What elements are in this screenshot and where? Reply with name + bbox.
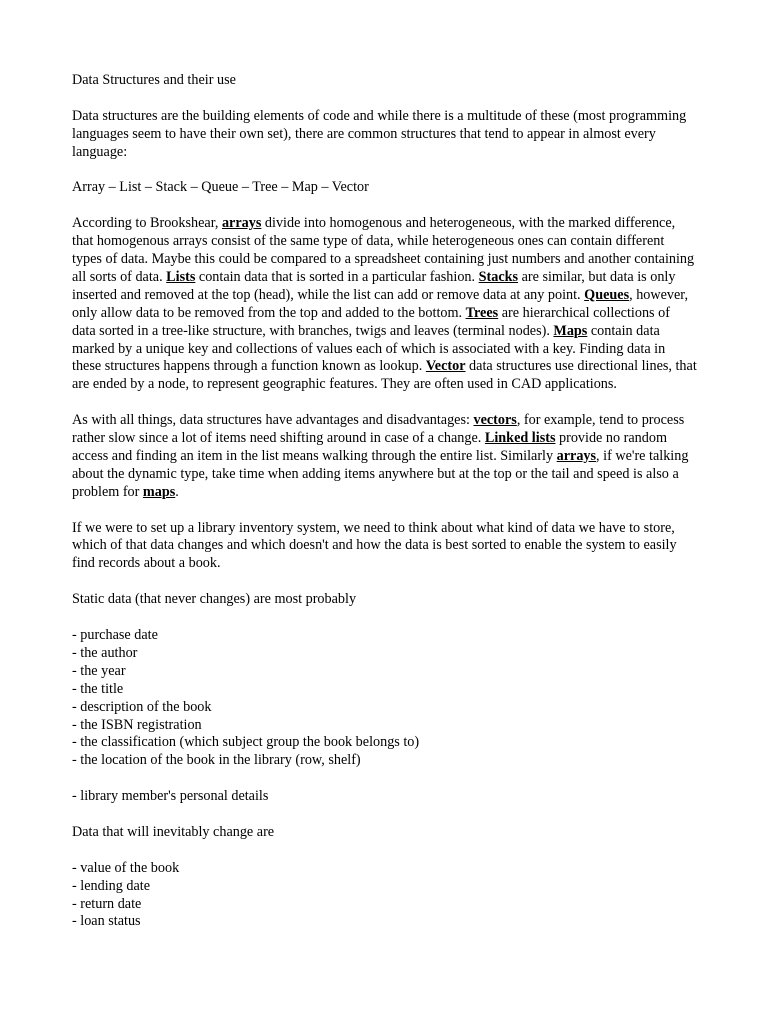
keyword-lists: Lists	[166, 268, 196, 285]
list-item: - purchase date	[72, 626, 158, 643]
text-run: , for example, tend to process rather slow since a lot of items need shifting around in case of a change.	[72, 412, 685, 447]
text-run: contain data marked by a unique key and collections of values each of which is associated with a key. Finding data in these structures happens through a function known as lookup.	[72, 322, 666, 375]
intro-paragraph: Data structures are the building elements of code and while there is a multitude of these (most programming languages seem to have their own set), there are common structures that tend to appear in almost every language:	[72, 107, 687, 160]
list-item: - return date	[72, 895, 142, 912]
text-run: , however, only allow data to be removed from the top and added to the bottom.	[72, 286, 689, 321]
keyword-stacks: Stacks	[478, 268, 519, 285]
keyword-vector: Vector	[425, 358, 466, 375]
keyword-arrays: arrays	[556, 447, 597, 464]
library-paragraph: If we were to set up a library inventory system, we need to think about what kind of data we have to store, which of that data changes and which doesn't and how the data is best sorted to enable the system to easily find records about a book.	[72, 519, 677, 572]
keyword-linked-lists: Linked lists	[484, 430, 556, 447]
member-details-item: - library member's personal details	[72, 788, 269, 805]
text-run: contain data that is sorted in a particular fashion.	[195, 268, 479, 285]
text-run: data structures use directional lines, that are ended by a node, to represent geographic features. They are often used in CAD applications.	[72, 358, 697, 393]
list-item: - the ISBN registration	[72, 716, 202, 733]
list-item: - loan status	[72, 913, 141, 930]
changing-data-heading: Data that will inevitably change are	[72, 823, 275, 840]
text-run: are similar, but data is only inserted and removed at the top (head), while the list can add or remove data at any point.	[72, 268, 676, 303]
keyword-maps: Maps	[553, 322, 588, 339]
text-run: As with all things, data structures have advantages and disadvantages:	[72, 412, 474, 429]
static-data-heading: Static data (that never changes) are most probably	[72, 591, 357, 608]
static-data-list	[72, 627, 697, 770]
text-run: provide no random access and finding an item in the list means walking through the entire list. Similarly	[72, 430, 667, 464]
text-run: According to Brookshear,	[72, 215, 222, 232]
text-run: , if we're talking about the dynamic type, take time when adding items anywhere but at the top or the tail and speed is also a problem for	[72, 447, 689, 500]
text-run: divide into homogenous and heterogeneous, with the marked difference, that homogenous arrays consist of the same type of data, while heterogeneous ones can contain different types of data. Maybe this could be compared to a spreadsheet containing just numbers and another containing all sorts of data.	[72, 215, 695, 285]
list-item: - lending date	[72, 877, 151, 894]
keyword-vectors: vectors	[473, 412, 517, 429]
list-item: - the classification (which subject group the book belongs to)	[72, 734, 420, 751]
document-page	[72, 72, 697, 949]
structures-paragraph	[72, 215, 697, 394]
changing-data-list	[72, 860, 697, 932]
list-item: - description of the book	[72, 698, 212, 715]
list-item: - value of the book	[72, 859, 180, 876]
keyword-queues: Queues	[584, 286, 630, 303]
text-run: .	[175, 483, 179, 500]
keyword-trees: Trees	[465, 304, 499, 321]
document-title: Data Structures and their use	[72, 72, 236, 88]
text-run: are hierarchical collections of data sorted in a tree-like structure, with branches, twigs and leaves (terminal nodes).	[72, 304, 670, 339]
list-item: - the author	[72, 644, 138, 661]
list-item: - the year	[72, 662, 126, 679]
keyword-arrays: arrays	[221, 215, 262, 232]
keyword-maps: maps	[142, 483, 176, 500]
list-item: - the location of the book in the library (row, shelf)	[72, 752, 361, 769]
advantages-paragraph	[72, 412, 697, 502]
list-item: - the title	[72, 680, 124, 697]
structures-line: Array – List – Stack – Queue – Tree – Map – Vector	[72, 179, 369, 196]
